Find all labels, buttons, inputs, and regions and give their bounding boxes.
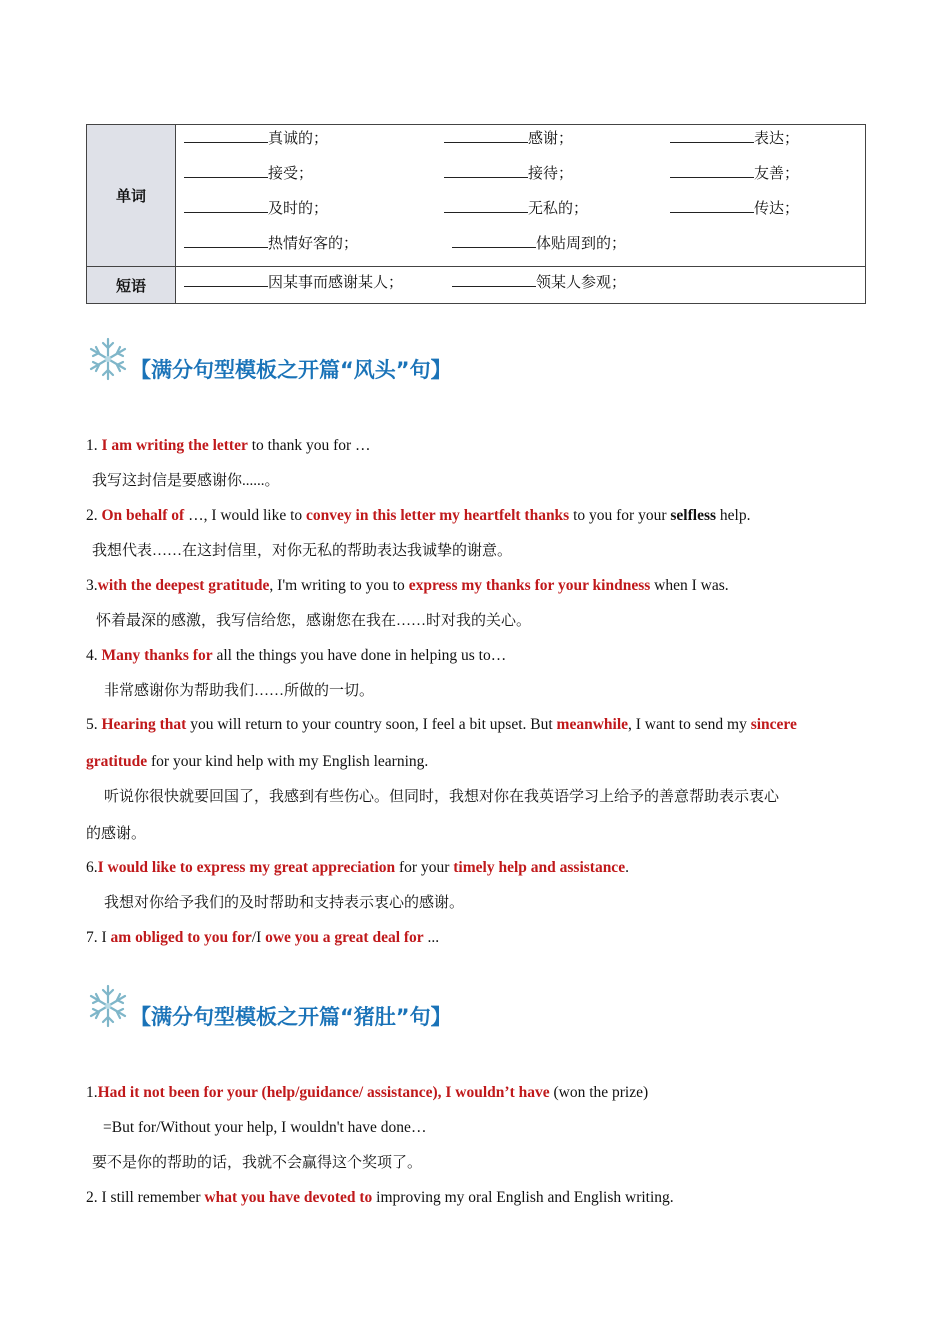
sentence-num: 2.: [86, 507, 102, 524]
sentence-num: 5.: [86, 716, 102, 733]
sentence-num: 2. I still remember: [86, 1189, 205, 1206]
bold-word: selfless: [670, 507, 717, 524]
word-item: 接待；: [528, 165, 574, 182]
highlight: am obliged to you for: [110, 929, 252, 946]
section2-heading: [88, 981, 452, 1031]
highlight: On behalf of: [101, 507, 185, 524]
snowflake-icon: [88, 984, 128, 1028]
translation-6: 我想对你给予我们的及时帮助和支持表示衷心的感谢。: [104, 895, 465, 911]
highlight: owe you a great deal for: [265, 929, 424, 946]
sentence-text: improving my oral English and English writing.: [372, 1189, 674, 1206]
sentence-text: , I'm writing to you to: [269, 577, 409, 594]
snowflake-icon: [88, 337, 128, 381]
section2-title: 【满分句型模板之开篇“猪肚”句】: [130, 1005, 452, 1029]
section1-title: 【满分句型模板之开篇“风头”句】: [130, 358, 452, 382]
phrase-cells: [176, 267, 866, 304]
word-item: 友善；: [754, 165, 800, 182]
word-header: 单词: [87, 125, 176, 267]
sentence-text: (won the prize): [549, 1084, 649, 1101]
highlight: timely help and assistance: [453, 859, 626, 876]
word-item: 无私的；: [528, 200, 589, 217]
highlight: what you have devoted to: [204, 1189, 373, 1206]
phrase-item: 领某人参观；: [536, 275, 627, 291]
word-item: 热情好客的；: [268, 235, 359, 252]
highlight: convey in this letter my heartfelt thanks: [306, 507, 570, 524]
sentence-3: [86, 576, 729, 596]
sentence-text: ...: [423, 929, 440, 946]
sentence-num: 7. I: [86, 929, 111, 946]
vocab-table: [86, 124, 866, 304]
alternative-2-1: =But for/Without your help, I wouldn't have done…: [103, 1119, 427, 1136]
sentence-num: 6.: [86, 859, 98, 876]
sentence-7: [86, 928, 439, 948]
highlight: express my thanks for your kindness: [408, 577, 651, 594]
sentence-5: [86, 715, 797, 735]
sentence-text: …, I would like to: [184, 507, 307, 524]
word-cells: [176, 125, 866, 267]
sentence-text: .: [625, 859, 629, 876]
highlight: gratitude: [86, 753, 148, 770]
highlight: I would like to express my great appreciation: [97, 859, 396, 876]
translation-5-cont: 的感谢。: [86, 826, 147, 842]
word-item: 表达；: [754, 130, 800, 147]
highlight: sincere: [750, 716, 797, 733]
translation-2-1: 要不是你的帮助的话，我就不会赢得这个奖项了。: [92, 1155, 423, 1171]
highlight: Had it not been for your (help/guidance/ assistance), I wouldn’t have: [97, 1084, 550, 1101]
word-item: 传达；: [754, 200, 800, 217]
sentence-num: 1.: [86, 1084, 98, 1101]
word-item: 真诚的；: [268, 130, 329, 147]
highlight: Many thanks for: [101, 647, 213, 664]
sentence-text: to you for your: [569, 507, 671, 524]
highlight: Hearing that: [101, 716, 187, 733]
translation-2: 我想代表……在这封信里，对你无私的帮助表达我诚挚的谢意。: [92, 543, 513, 559]
sentence-1: [86, 436, 371, 456]
word-item: 体贴周到的；: [536, 235, 627, 252]
sentence-num: 1.: [86, 437, 102, 454]
translation-1: 我写这封信是要感谢你......。: [92, 473, 280, 489]
word-item: 接受；: [268, 165, 314, 182]
sentence-text: to thank you for …: [247, 437, 371, 454]
word-row: [176, 161, 865, 196]
word-row: [176, 231, 865, 266]
word-item: 感谢；: [528, 130, 574, 147]
highlight: meanwhile: [556, 716, 628, 733]
sentence-4: [86, 646, 506, 666]
word-row: [176, 196, 865, 231]
sentence-2-2: [86, 1188, 674, 1208]
sentence-text: all the things you have done in helping us to…: [212, 647, 507, 664]
section1-heading: [88, 334, 452, 384]
sentence-2: [86, 506, 750, 526]
translation-4: 非常感谢你为帮助我们……所做的一切。: [104, 683, 375, 699]
sentence-5-cont: [86, 752, 428, 772]
translation-5: 听说你很快就要回国了，我感到有些伤心。但同时，我想对你在我英语学习上给予的善意帮助表示衷心: [104, 789, 780, 805]
phrase-header: 短语: [87, 267, 176, 304]
sentence-text: when I was.: [650, 577, 729, 594]
phrase-item: 因某事而感谢某人；: [268, 275, 404, 291]
highlight: with the deepest gratitude: [97, 577, 270, 594]
phrase-row: [176, 268, 865, 302]
sentence-text: , I want to send my: [628, 716, 751, 733]
highlight: I am writing the letter: [101, 437, 248, 454]
translation-3: 怀着最深的感激，我写信给您，感谢您在我在……时对我的关心。: [96, 613, 532, 629]
word-item: 及时的；: [268, 200, 329, 217]
sentence-6: [86, 858, 629, 878]
word-row: [176, 126, 865, 161]
sentence-text: you will return to your country soon, I feel a bit upset. But: [186, 716, 557, 733]
sentence-text: /I: [251, 929, 266, 946]
sentence-text: for your: [395, 859, 454, 876]
sentence-2-1: [86, 1083, 648, 1103]
sentence-text: for your kind help with my English learning.: [147, 753, 429, 770]
sentence-num: 3.: [86, 577, 98, 594]
sentence-text: help.: [716, 507, 751, 524]
sentence-num: 4.: [86, 647, 102, 664]
